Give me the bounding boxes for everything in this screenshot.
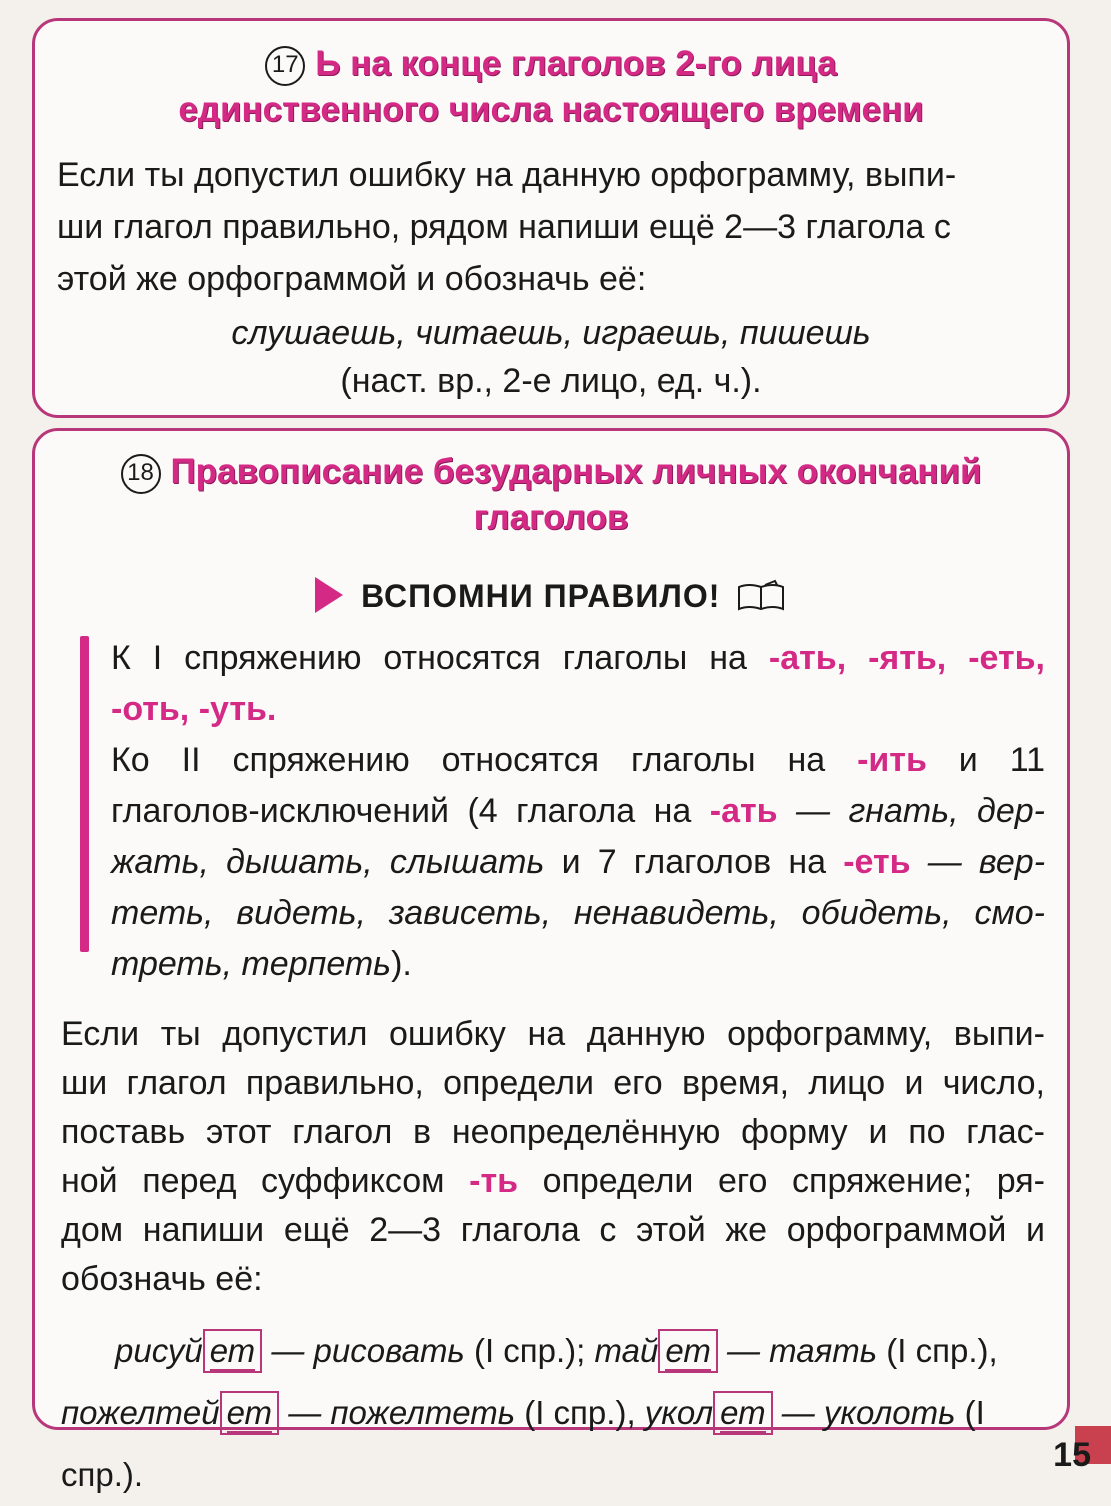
section-17-example-block <box>35 309 1067 405</box>
instr-line4-b: определи его спряжение; ря- <box>542 1162 1046 1200</box>
section-17-line1: Если ты допустил ошибку на данную орфограмму, выпи- <box>57 156 957 194</box>
ex1-ending: ет <box>209 1332 256 1369</box>
ex3-note: (I спр.), <box>524 1394 636 1431</box>
rule2-line5 <box>111 939 1045 990</box>
page-number: 15 <box>1053 1436 1091 1474</box>
section-18-title <box>35 449 1067 541</box>
rule2-seven-tail: — вер- <box>927 843 1046 881</box>
rule-accent-bar <box>80 636 89 952</box>
ex1-stem: рисуй <box>115 1332 203 1369</box>
rule-heading: ВСПОМНИ ПРАВИЛО! <box>361 578 721 614</box>
examples-line2 <box>61 1382 1057 1506</box>
ex2-note: (I спр.), <box>886 1332 998 1369</box>
rule2-ending-et: -еть <box>843 843 911 881</box>
examples-line1 <box>61 1320 1057 1382</box>
ex1-ending-box <box>203 1329 262 1373</box>
section-18-instruction <box>61 1010 1045 1304</box>
section-17-box <box>32 18 1070 418</box>
instr-line4 <box>61 1157 1045 1206</box>
ex3-infinitive: — пожелтеть <box>288 1394 516 1431</box>
section-17-title-line1: Ь на конце глаголов 2-го лица <box>315 44 837 83</box>
ex2-ending: ет <box>665 1332 711 1369</box>
ex2-infinitive: — таять <box>727 1332 878 1369</box>
rule2-exceptions-tail: — гнать, дер- <box>796 792 1045 830</box>
rule2-seven-text: и 7 глаголов на <box>561 843 827 881</box>
section-18-box <box>32 428 1070 1493</box>
rule2-exceptions-verbs: жать, дышать, слышать <box>111 843 545 881</box>
ex1-infinitive: — рисовать <box>271 1332 465 1369</box>
instr-suffix: -ть <box>469 1162 518 1200</box>
rule2-exceptions-text: глаголов-исключений (4 глагола на <box>111 792 692 830</box>
section-18-title-line1: Правописание безударных личных окончаний <box>170 452 982 491</box>
rule2-ending-at: -ать <box>709 792 778 830</box>
rule1-line1 <box>111 633 1045 684</box>
section-17-line2: ши глагол правильно, рядом напиши ещё 2—3 глагола с <box>57 208 951 246</box>
ex4-ending: ет <box>720 1394 766 1431</box>
instr-line4-a: ной перед суффиксом <box>61 1162 445 1200</box>
ex4-note: (I спр.). <box>61 1394 985 1493</box>
section-17-instruction <box>57 149 1045 305</box>
ex2-ending-box <box>658 1329 717 1373</box>
ex1-note: (I спр.); <box>473 1332 586 1369</box>
section-17-line3: этой же орфограммой и обозначь её: <box>57 260 647 298</box>
section-17-title-line2: единственного числа настоящего времени <box>178 90 924 129</box>
rule2-line2 <box>111 786 1045 837</box>
instr-line2: ши глагол правильно, определи его время, лицо и число, <box>61 1064 1045 1102</box>
section-18-title-line2: глаголов <box>473 498 629 537</box>
ex2-stem: тай <box>594 1332 659 1369</box>
rule2-close: ). <box>391 945 412 983</box>
rule2-ending-it: -ить <box>857 741 927 779</box>
rule2-text: Ко II спряжению относятся глаголы на <box>111 741 826 779</box>
ex3-stem: пожелтей <box>61 1394 220 1431</box>
instr-line6: обозначь её: <box>61 1260 263 1298</box>
ex3-ending-box <box>220 1391 279 1435</box>
rule1-line2 <box>111 684 1045 735</box>
instr-line3: поставь этот глагол в неопределённую форму и по глас- <box>61 1113 1045 1151</box>
section-18-number: 18 <box>121 454 161 494</box>
rule-heading-row <box>35 577 1067 615</box>
ex4-infinitive: — уколоть <box>781 1394 956 1431</box>
ex4-ending-box <box>713 1391 772 1435</box>
rule1-text: К I спряжению относятся глаголы на <box>111 639 747 677</box>
rule1-endings-1: -ать, -ять, -еть, <box>768 639 1045 677</box>
rule2-line4: теть, видеть, зависеть, ненавидеть, обидеть, смо- <box>111 894 1045 932</box>
section-17-title <box>35 41 1067 133</box>
rule2-line3 <box>111 837 1045 888</box>
instr-line1: Если ты допустил ошибку на данную орфограмму, выпи- <box>61 1015 1045 1053</box>
section-17-number: 17 <box>265 46 305 86</box>
rule2-line1 <box>111 735 1045 786</box>
open-book-icon <box>735 579 787 613</box>
rule2-last-verbs: треть, терпеть <box>111 945 392 983</box>
ex4-stem: укол <box>644 1394 714 1431</box>
ex3-ending: ет <box>226 1394 273 1431</box>
play-triangle-icon <box>315 577 343 613</box>
examples-block <box>61 1320 1057 1506</box>
instr-line5: дом напиши ещё 2—3 глагола с этой же орфограммой и <box>61 1211 1045 1249</box>
rule-text <box>111 633 1045 990</box>
section-17-example-note: (наст. вр., 2-е лицо, ед. ч.). <box>340 362 762 400</box>
rule2-tail: и 11 <box>958 741 1046 779</box>
rule1-endings-2: -оть, -уть. <box>111 690 277 728</box>
section-17-example: слушаешь, читаешь, играешь, пишешь <box>231 314 871 352</box>
